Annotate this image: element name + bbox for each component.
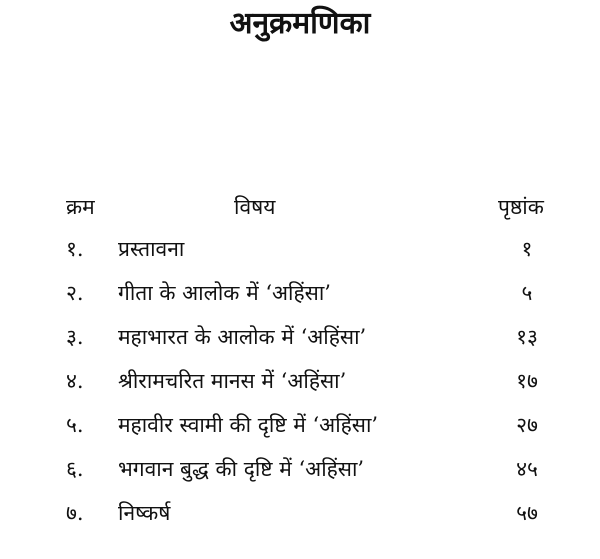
row-number: ४. [66, 369, 84, 393]
row-subject: श्रीरामचरित मानस में ‘अहिंसा’ [118, 369, 347, 393]
row-page: ४५ [516, 457, 538, 481]
header-number: क्रम [66, 195, 95, 219]
header-page: पृष्ठांक [498, 195, 544, 219]
row-page: ५७ [516, 501, 538, 525]
row-subject: निष्कर्ष [118, 501, 171, 525]
row-number: ५. [66, 413, 84, 437]
page-title: अनुक्रमणिका [229, 6, 371, 41]
row-number: ३. [66, 325, 84, 349]
toc-row [0, 232, 600, 276]
row-number: २. [66, 281, 84, 305]
row-page: १७ [516, 369, 538, 393]
row-page: ५ [521, 281, 533, 305]
row-subject: भगवान बुद्ध की दृष्टि में ‘अहिंसा’ [118, 457, 365, 481]
row-number: १. [66, 237, 84, 261]
toc-row [0, 320, 600, 364]
toc-row [0, 408, 600, 452]
row-subject: महावीर स्वामी की दृष्टि में ‘अहिंसा’ [118, 413, 379, 437]
row-number: ६. [66, 457, 84, 481]
row-subject: महाभारत के आलोक में ‘अहिंसा’ [118, 325, 367, 349]
row-page: २७ [516, 413, 538, 437]
toc-row [0, 276, 600, 320]
row-subject: प्रस्तावना [118, 237, 185, 261]
toc-row [0, 364, 600, 408]
toc-row [0, 496, 600, 540]
row-page: १३ [516, 325, 538, 349]
row-number: ७. [66, 501, 84, 525]
row-subject: गीता के आलोक में ‘अहिंसा’ [118, 281, 331, 305]
toc-row [0, 452, 600, 496]
row-page: १ [521, 237, 533, 261]
table-of-contents [0, 190, 600, 540]
toc-header-row [0, 190, 600, 232]
header-subject: विषय [234, 195, 276, 219]
